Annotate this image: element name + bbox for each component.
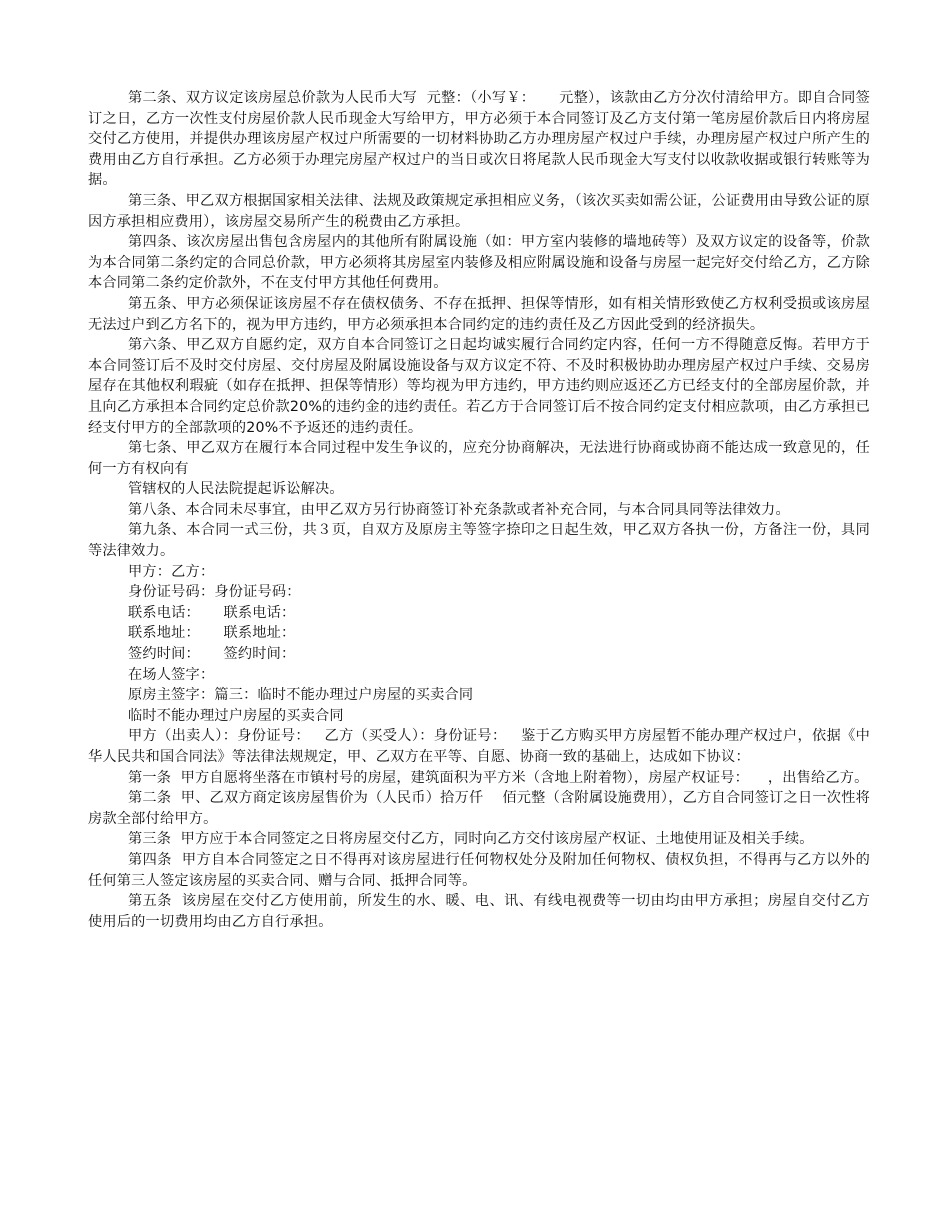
clause-5-guarantee: 第五条、甲方必须保证该房屋不存在债权债务、不存在抵押、担保等情形，如有相关情形致使乙方权利受损或该房屋无法过户到乙方名下的，视为甲方违约，甲方必须承担本合同约定的违约责任及乙方因此受到的经济损失。	[88, 295, 870, 333]
contract-3-title: 临时不能办理过户房屋的买卖合同	[128, 707, 344, 724]
contract-3-clause-3: 第三条 甲方应于本合同签定之日将房屋交付乙方，同时向乙方交付该房屋产权证、土地使用证及相关手续。	[128, 831, 814, 848]
witness-signature-line: 在场人签字：	[128, 666, 215, 683]
phone-line: 联系电话： 联系电话：	[128, 604, 296, 621]
clause-7-dispute: 第七条、甲乙双方在履行本合同过程中发生争议的，应充分协商解决，无法进行协商或协商不能达成一致意见的，任何一方有权向有	[88, 440, 870, 477]
signing-date-line: 签约时间： 签约时间：	[128, 646, 296, 663]
contract-3-clause-4: 第四条 甲方自本合同签定之日不得再对该房屋进行任何物权处分及附加任何物权、债权负担，不得再与乙方以外的任何第三人签定该房屋的买卖合同、赠与合同、抵押合同等。	[88, 851, 870, 889]
contract-3-clause-1: 第一条 甲方自愿将坐落在市镇村号的房屋，建筑面积为平方米（含地上附着物），房屋产权证号： ，出售给乙方。	[128, 769, 869, 786]
contract-3-clause-2: 第二条 甲、乙双方商定该房屋售价为（人民币）拾万仟 佰元整（含附属设施费用），乙方自合同签订之日一次性将房款全部付给甲方。	[88, 790, 870, 827]
clause-7-continued: 管辖权的人民法院提起诉讼解决。	[128, 481, 344, 498]
clause-9-copies: 第九条、本合同一式三份，共３页，自双方及原房主等签字捺印之日起生效，甲乙双方各执一份，方备注一份，具同等法律效力。	[88, 522, 870, 560]
clause-8-supplement: 第八条、本合同未尽事宜，由甲乙双方另行协商签订补充条款或者补充合同，与本合同具同等法律效力。	[128, 501, 790, 518]
clause-6-breach: 第六条、甲乙双方自愿约定，双方自本合同签订之日起均诚实履行合同约定内容，任何一方不得随意反悔。若甲方于本合同签订后不及时交付房屋、交付房屋及附属设施设备与双方议定不符、不及时积极协助办理房屋产权过户手续、交易房屋存在其他权利瑕疵（如存在抵押、担保等情形）等均视为甲方违约，甲方违约则应返还乙方已经支付的全部房屋价款，并且向乙方承担本合同约定总价款20%的违约金的违约责任。若乙方于合同签订后不按合同约定支付相应款项，由乙方承担已经支付甲方的全部款项的20%不予返还的违约责任。	[88, 337, 870, 436]
contract-3-parties: 甲方（出卖人）：身份证号： 乙方（买受人）：身份证号： 鉴于乙方购买甲方房屋暂不能办理产权过户，依据《中华人民共和国合同法》等法律法规规定，甲、乙双方在平等、自愿、协商一致的基础上，达成如下协议：	[88, 728, 870, 765]
party-names-line: 甲方：乙方：	[128, 563, 215, 580]
clause-2-price: 第二条、双方议定该房屋总价款为人民币大写 元整：（小写￥： 元整），该款由乙方分次付清给甲方。即自合同签订之日，乙方一次性支付房屋价款人民币现金大写给甲方，甲方必须于本合同签订及乙方支付第一笔房屋价款后日内将房屋交付乙方使用，并提供办理该房屋产权过户所需要的一切材料协助乙方办理房屋产权过户手续，办理房屋产权过户所产生的费用由乙方自行承担。乙方必须于办理完房屋产权过户的当日或次日将尾款人民币现金大写支付以收款收据或银行转账等为据。	[88, 90, 870, 189]
address-line: 联系地址： 联系地址：	[128, 625, 296, 642]
original-owner-signature-line: 原房主签字：篇三：临时不能办理过户房屋的买卖合同	[128, 687, 474, 704]
id-number-line: 身份证号码：身份证号码：	[128, 584, 301, 601]
contract-3-clause-5: 第五条 该房屋在交付乙方使用前，所发生的水、暖、电、讯、有线电视费等一切由均由甲方承担；房屋自交付乙方使用后的一切费用均由乙方自行承担。	[88, 893, 870, 930]
clause-4-facilities: 第四条、该次房屋出售包含房屋内的其他所有附属设施（如：甲方室内装修的墙地砖等）及双方议定的设备等，价款为本合同第二条约定的合同总价款，甲方必须将其房屋室内装修及相应附属设施和设备与房屋一起完好交付给乙方，乙方除本合同第二条约定价款外，不在支付甲方其他任何费用。	[88, 234, 870, 292]
clause-3-obligations: 第三条、甲乙双方根据国家相关法律、法规及政策规定承担相应义务，（该次买卖如需公证，公证费用由导致公证的原因方承担相应费用），该房屋交易所产生的税费由乙方承担。	[88, 192, 870, 230]
